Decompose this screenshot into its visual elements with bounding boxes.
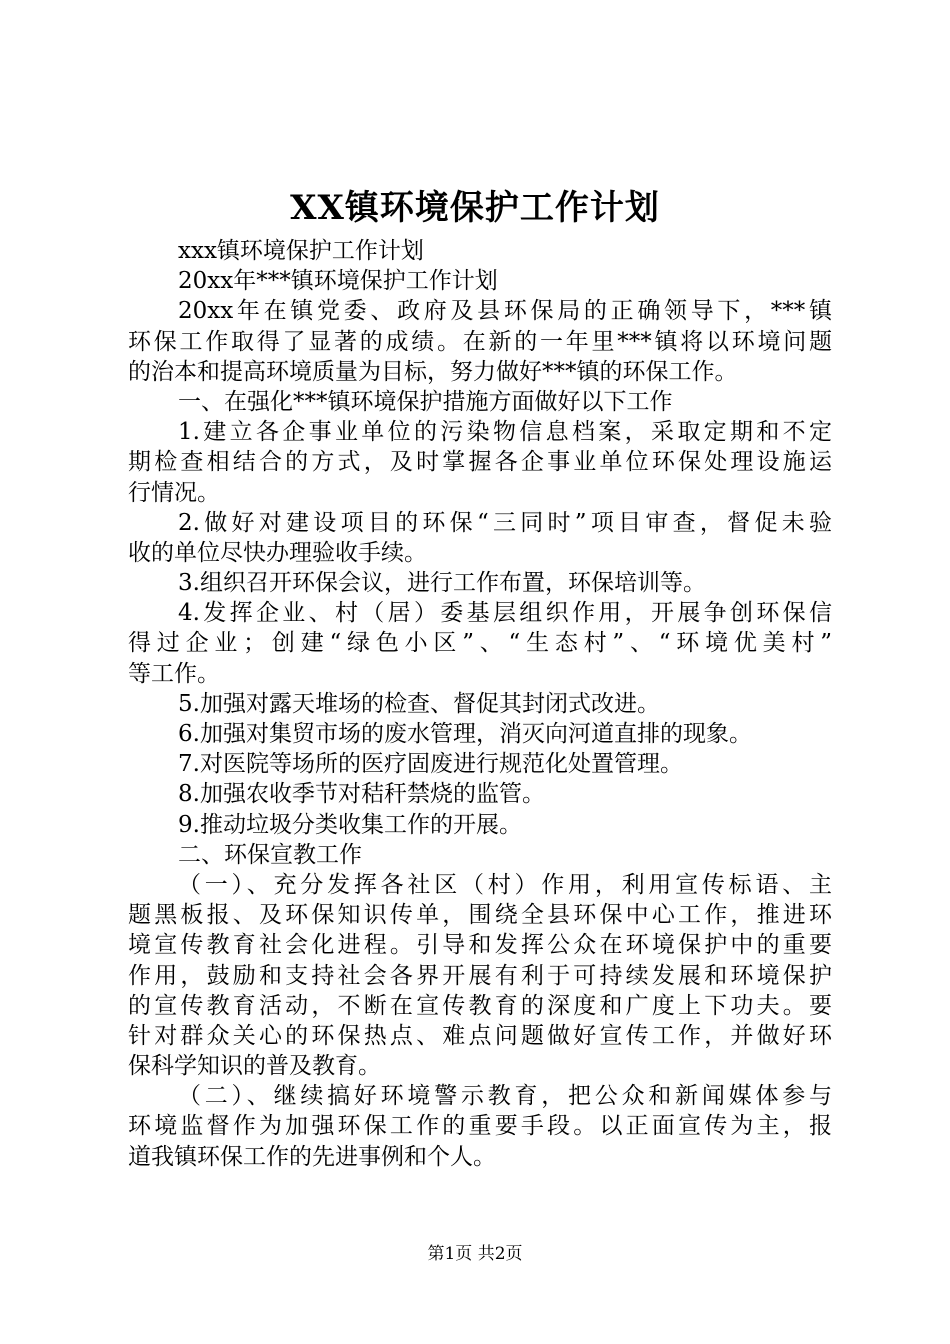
text-line: 境宣传教育社会化进程。引导和发挥公众在环境保护中的重要 (128, 932, 832, 959)
text-line: 4.发挥企业、村（居）委基层组织作用，开展争创环保信 (178, 600, 832, 627)
text-line: 7.对医院等场所的医疗固废进行规范化处置管理。 (178, 751, 683, 778)
text-line: 3.组织召开环保会议，进行工作布置，环保培训等。 (178, 570, 706, 597)
text-line: 6.加强对集贸市场的废水管理，消灭向河道直排的现象。 (178, 721, 752, 747)
text-line: 的治本和提高环境质量为目标，努力做好***镇的环保工作。 (128, 358, 738, 385)
text-line: （二）、继续搞好环境警示教育，把公众和新闻媒体参与 (178, 1083, 832, 1110)
text-line: 的宣传教育活动，不断在宣传教育的深度和广度上下功夫。要 (128, 992, 832, 1019)
text-line: 1.建立各企事业单位的污染物信息档案，采取定期和不定 (178, 419, 832, 446)
text-line: 环保工作取得了显著的成绩。在新的一年里***镇将以环境问题 (128, 328, 832, 355)
text-line: 保科学知识的普及教育。 (128, 1053, 381, 1080)
text-line: （一）、充分发挥各社区（村）作用，利用宣传标语、主 (178, 871, 832, 898)
document-title: XX镇环境保护工作计划 (290, 188, 660, 228)
text-line: 作用，鼓励和支持社会各界开展有利于可持续发展和环境保护 (128, 962, 832, 989)
text-line: 5.加强对露天堆场的检查、督促其封闭式改进。 (178, 690, 660, 717)
document-body (128, 236, 832, 1172)
text-line: 9.推动垃圾分类收集工作的开展。 (178, 811, 522, 838)
text-line: 等工作。 (128, 660, 220, 687)
text-line: 8.加强农收季节对秸秆禁烧的监管。 (178, 781, 545, 808)
text-line: 期检查相结合的方式，及时掌握各企事业单位环保处理设施运 (128, 449, 832, 476)
text-line: 得过企业；创建“绿色小区”、“生态村”、“环境优美村” (128, 630, 832, 657)
text-line: xxx镇环境保护工作计划 (178, 238, 424, 264)
text-line: 收的单位尽快办理验收手续。 (128, 539, 427, 566)
text-line: 针对群众关心的环保热点、难点问题做好宣传工作，并做好环 (128, 1022, 832, 1049)
text-line: 题黑板报、及环保知识传单，围绕全县环保中心工作，推进环 (128, 902, 832, 929)
text-line: 2.做好对建设项目的环保“三同时”项目审查，督促未验 (178, 509, 832, 536)
text-line: 一、在强化***镇环境保护措施方面做好以下工作 (178, 388, 673, 415)
text-line: 20xx年在镇党委、政府及县环保局的正确领导下，***镇 (178, 298, 832, 325)
text-line: 行情况。 (128, 479, 220, 506)
text-line: 环境监督作为加强环保工作的重要手段。以正面宣传为主，报 (128, 1113, 832, 1140)
page-footer: 第1页 共2页 (427, 1244, 523, 1264)
text-line: 二、环保宣教工作 (178, 841, 362, 868)
text-line: 道我镇环保工作的先进事例和个人。 (128, 1143, 496, 1170)
text-line: 20xx年***镇环境保护工作计划 (178, 268, 498, 295)
